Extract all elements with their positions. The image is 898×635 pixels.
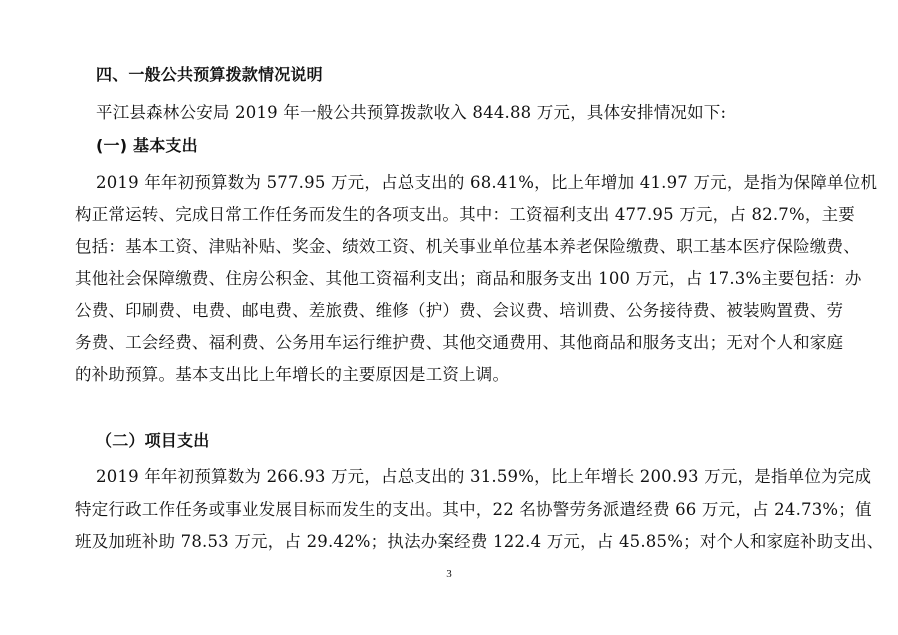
- project-expenditure-line-1: 2019 年年初预算数为 266.93 万元，占总支出的 31.59%，比上年增长 200.93 万元，是指单位为完成: [96, 467, 872, 486]
- project-expenditure-line-2: 特定行政工作任务或事业发展目标而发生的支出。其中，22 名协警劳务派遣经费 66 万元，占 24.73%；值: [75, 500, 872, 519]
- basic-expenditure-line-6: 务费、工会经费、福利费、公务用车运行维护费、其他交通费用、其他商品和服务支出；无对个人和家庭: [75, 333, 844, 352]
- basic-expenditure-line-4: 其他社会保障缴费、住房公积金、其他工资福利支出；商品和服务支出 100 万元，占 17.3%主要包括：办: [75, 269, 862, 288]
- basic-expenditure-line-7: 的补助预算。基本支出比上年增长的主要原因是工资上调。: [75, 365, 510, 384]
- section-title: 四、一般公共预算拨款情况说明: [96, 65, 323, 84]
- page-number: 3: [446, 568, 452, 580]
- intro-paragraph: 平江县森林公安局 2019 年一般公共预算拨款收入 844.88 万元，具体安排情况如下:: [96, 103, 727, 122]
- project-expenditure-line-3: 班及加班补助 78.53 万元，占 29.42%；执法办案经费 122.4 万元，占 45.85%；对个人和家庭补助支出、: [75, 532, 884, 551]
- basic-expenditure-heading: (一) 基本支出: [96, 136, 198, 155]
- basic-expenditure-line-5: 公费、印刷费、电费、邮电费、差旅费、维修（护）费、会议费、培训费、公务接待费、被装购置费、劳: [75, 301, 844, 320]
- basic-expenditure-line-3: 包括：基本工资、津贴补贴、奖金、绩效工资、机关事业单位基本养老保险缴费、职工基本医疗保险缴费、: [75, 237, 860, 256]
- basic-expenditure-line-2: 构正常运转、完成日常工作任务而发生的各项支出。其中：工资福利支出 477.95 万元，占 82.7%，主要: [75, 205, 855, 224]
- project-expenditure-heading: （二）项目支出: [96, 431, 210, 450]
- basic-expenditure-line-1: 2019 年年初预算数为 577.95 万元，占总支出的 68.41%，比上年增加 41.97 万元，是指为保障单位机: [96, 173, 878, 192]
